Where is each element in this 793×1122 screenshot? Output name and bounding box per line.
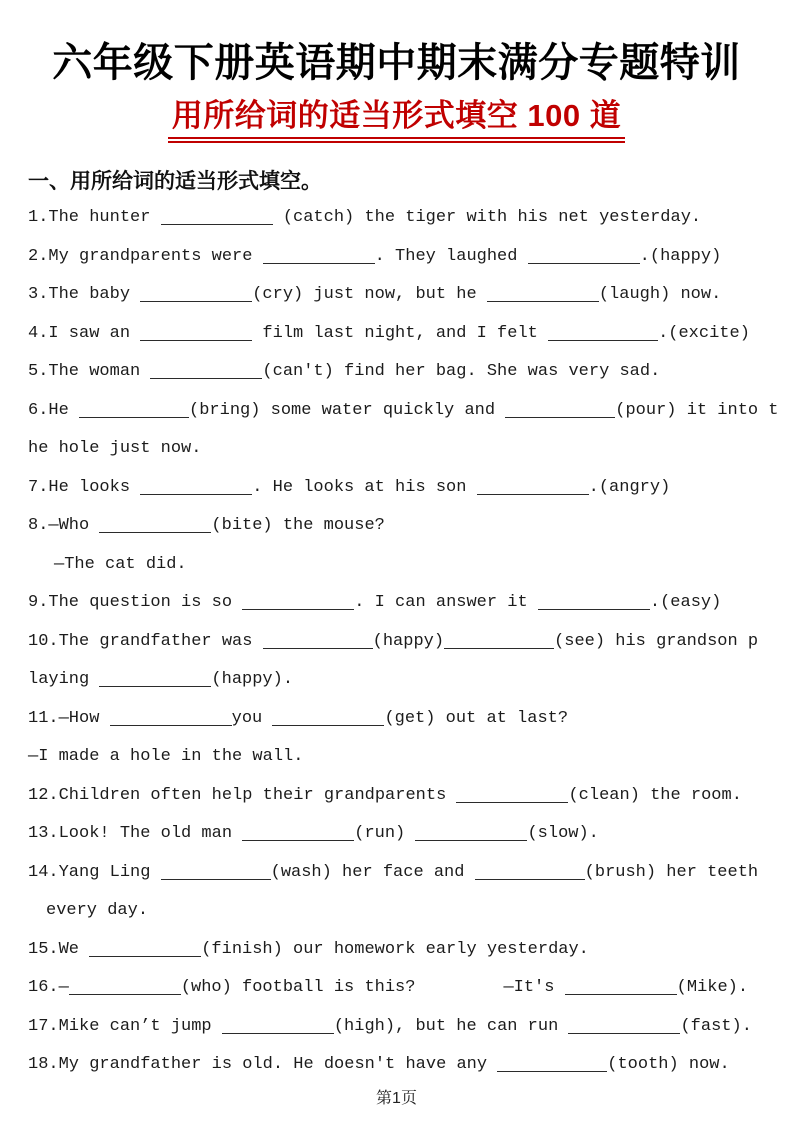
text-segment: you [231,708,273,728]
fill-in-blank [242,597,354,610]
fill-in-blank [222,1021,334,1034]
text-segment: laying [28,670,100,690]
page-number: 第1页 [376,1090,417,1107]
text-segment: (wash) her face and [270,862,475,882]
text-segment: 5.The woman [28,362,151,382]
worksheet-line [28,469,765,508]
worksheet-line [28,661,765,700]
text-segment: 9.The question is so [28,593,243,613]
text-segment: (catch) the tiger with his net yesterday. [272,208,702,228]
text-segment: (finish) our homework early yesterday. [201,939,589,959]
text-segment: 15.We [28,939,90,959]
text-segment: (slow). [527,824,599,844]
text-segment: (Mike). [676,978,749,998]
text-segment: (clean) the room. [568,785,742,805]
text-segment: —The cat did. [54,554,187,574]
worksheet-line [28,315,765,354]
text-segment: (bite) the mouse? [211,516,385,536]
fill-in-blank [444,636,554,649]
section-heading: 一、用所给词的适当形式填空。 [28,170,322,194]
text-segment: (happy) [372,631,445,651]
text-segment: (who) football is this? [180,978,416,998]
text-segment: —It's [503,978,565,998]
text-segment: .(excite) [658,323,750,343]
worksheet-line [28,777,765,816]
text-segment: (bring) some water quickly and [189,400,506,420]
text-segment: (pour) it into t [615,400,779,420]
fill-in-blank [150,366,262,379]
worksheet-line [28,738,765,777]
worksheet-line [28,623,765,662]
text-segment: 6.He [28,400,80,420]
text-segment: 11.—How [28,708,110,728]
text-segment: (brush) her teeth [584,862,759,882]
worksheet-line [28,276,765,315]
worksheet-line [28,1008,765,1047]
fill-in-blank [487,289,599,302]
text-segment: every day. [46,901,149,921]
text-segment: (can't) find her bag. She was very sad. [262,362,661,382]
text-segment: 2.My grandparents were [28,246,263,266]
text-segment: (see) his grandson p [554,631,759,651]
fill-in-blank [538,597,650,610]
worksheet-line [28,931,765,970]
fill-in-blank [161,212,273,225]
spacer-gap [415,990,503,991]
fill-in-blank [263,636,373,649]
fill-in-blank [89,944,201,957]
worksheet-line [28,892,765,931]
fill-in-blank [99,674,211,687]
worksheet-line [28,199,765,238]
text-segment: 12.Children often help their grandparents [28,785,457,805]
text-segment: (cry) just now, but he [252,285,487,305]
worksheet-line [28,507,765,546]
fill-in-blank [69,982,181,995]
text-segment: 10.The grandfather was [28,631,263,651]
fill-in-blank [548,328,658,341]
fill-in-blank [140,482,252,495]
text-segment: .(angry) [588,477,671,497]
fill-in-blank [140,289,252,302]
worksheet-line [28,1046,765,1085]
fill-in-blank [497,1059,607,1072]
text-segment: (laugh) now. [598,285,722,305]
text-segment: .(easy) [649,593,722,613]
text-segment: .(happy) [639,246,722,266]
worksheet-line [28,430,765,469]
text-segment: (high), but he can run [333,1016,569,1036]
text-segment: 17.Mike can’t jump [28,1016,222,1036]
worksheet-line [28,392,779,431]
fill-in-blank [568,1021,680,1034]
fill-in-blank [565,982,677,995]
text-segment: (happy). [211,670,294,690]
text-segment: 4.I saw an [28,323,141,343]
worksheet-line [28,546,765,585]
text-segment: . He looks at his son [252,477,477,497]
worksheet-line [28,815,765,854]
fill-in-blank [415,828,527,841]
worksheet-line [28,700,765,739]
text-segment: (fast). [680,1016,752,1036]
fill-in-blank [263,251,375,264]
worksheet-line [28,854,765,893]
worksheet-line [28,238,765,277]
fill-in-blank [272,713,384,726]
text-segment: 14.Yang Ling [28,862,161,882]
text-segment: 16.— [28,978,69,998]
fill-in-blank [99,520,211,533]
worksheet-lines [28,199,779,1085]
worksheet-line [28,584,765,623]
text-segment: 8.—Who [28,516,100,536]
text-segment: 7.He looks [28,477,141,497]
subtitle-row [28,99,765,143]
page-subtitle: 用所给词的适当形式填空 100 道 [168,99,625,143]
fill-in-blank [475,867,585,880]
worksheet-line [28,353,765,392]
fill-in-blank [528,251,640,264]
fill-in-blank [456,790,568,803]
text-segment: 3.The baby [28,285,141,305]
text-segment: (run) [354,824,416,844]
fill-in-blank [242,828,354,841]
text-segment: 1.The hunter [28,208,161,228]
text-segment: . They laughed [374,246,528,266]
fill-in-blank [161,867,271,880]
text-segment: . I can answer it [354,593,538,613]
worksheet-line [28,969,765,1008]
text-segment: (tooth) now. [607,1055,730,1075]
text-segment: (get) out at last? [384,708,569,728]
fill-in-blank [110,713,232,726]
text-segment: film last night, and I felt [252,323,549,343]
text-segment: 18.My grandfather is old. He doesn't have any [28,1055,498,1075]
text-segment: he hole just now. [28,439,202,459]
fill-in-blank [140,328,252,341]
text-segment: —I made a hole in the wall. [28,747,304,767]
fill-in-blank [79,405,189,418]
page-title: 六年级下册英语期中期末满分专题特训 [52,41,741,85]
fill-in-blank [505,405,615,418]
text-segment: 13.Look! The old man [28,824,243,844]
fill-in-blank [477,482,589,495]
